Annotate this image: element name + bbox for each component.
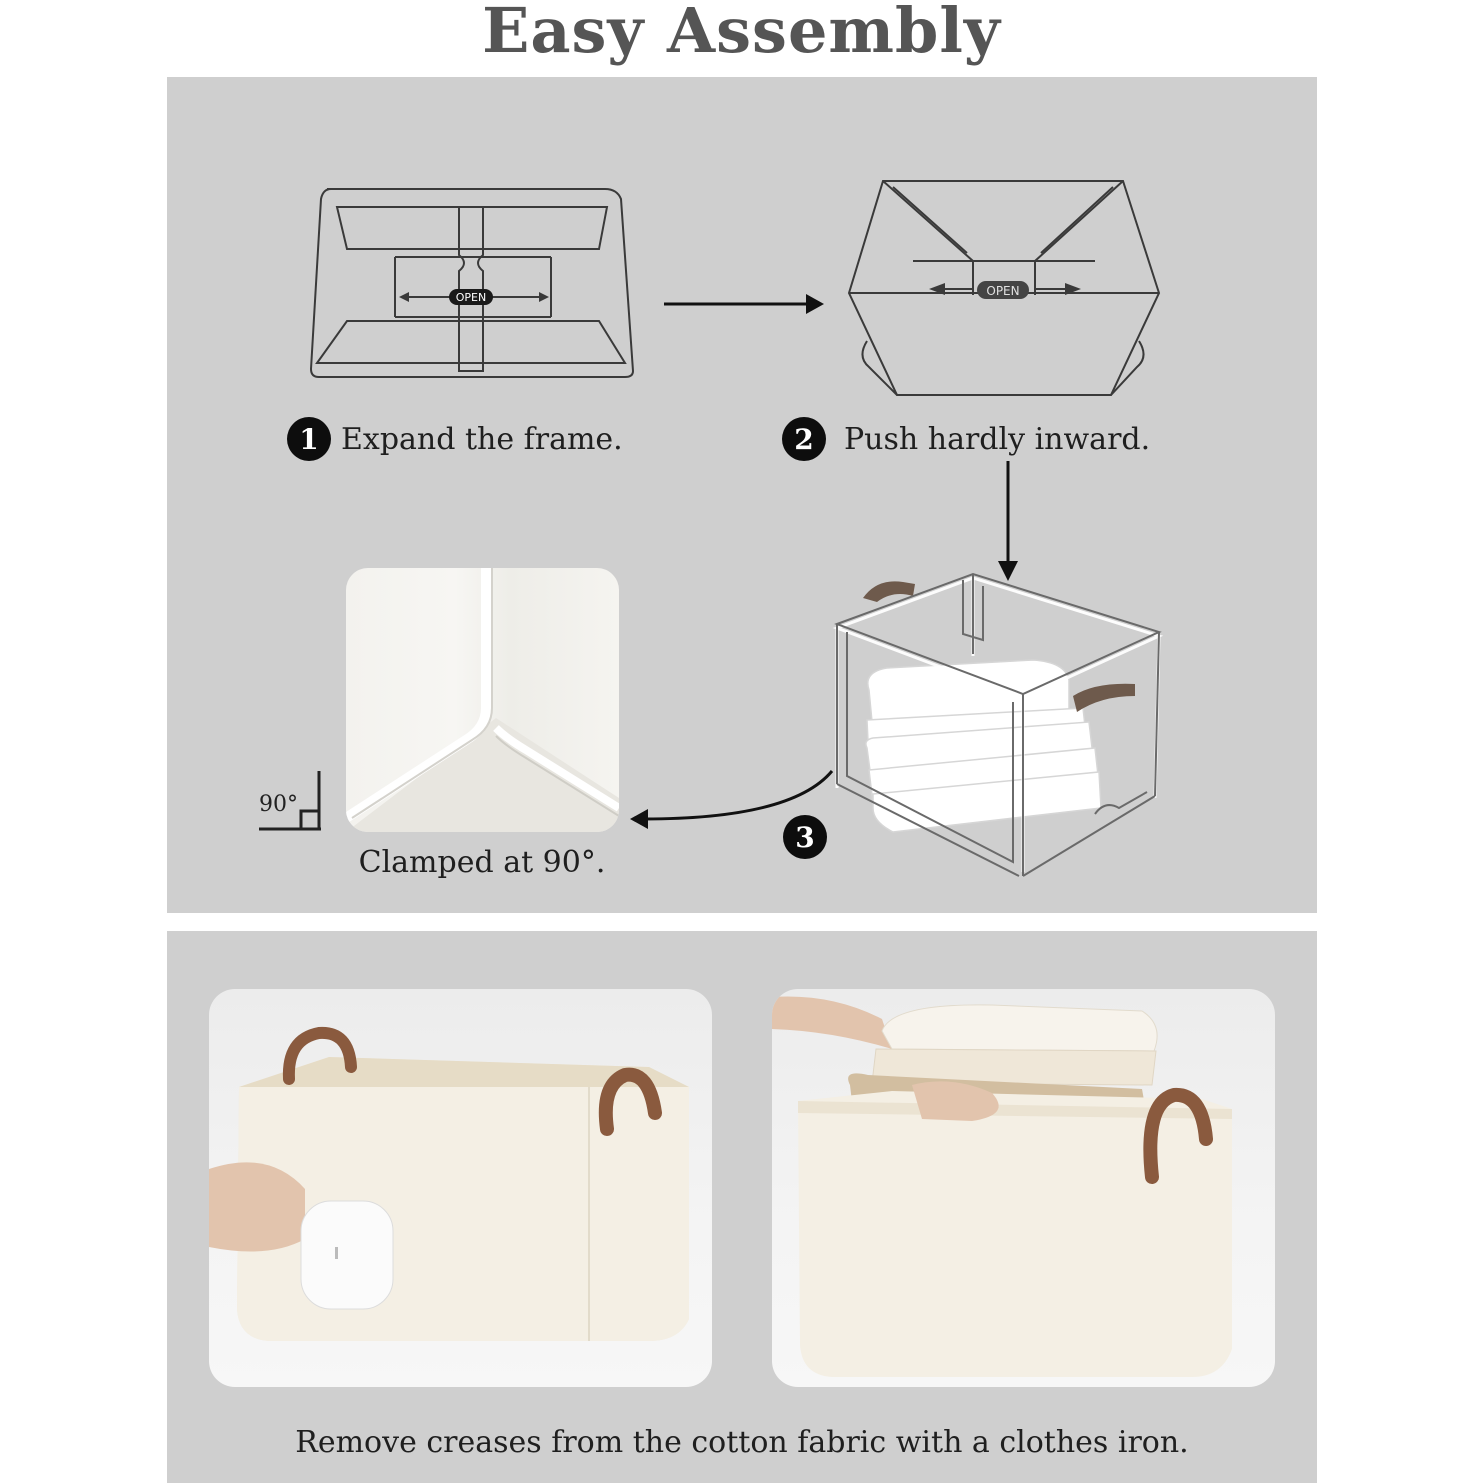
- assembly-steps-panel: [167, 77, 1317, 913]
- open-label-step2: OPEN: [986, 284, 1020, 298]
- corner-closeup-photo: [346, 568, 619, 832]
- expand-frame-drawing: [307, 185, 637, 385]
- clamp-caption: Clamped at 90°.: [358, 845, 606, 880]
- arrow-down-icon: [993, 461, 1023, 583]
- page-title: Easy Assembly: [482, 0, 1001, 67]
- arrow-right-icon: [662, 289, 832, 319]
- push-inward-drawing: [847, 177, 1162, 399]
- basket-with-steamer-illustration: [209, 989, 712, 1387]
- steaming-basket-photo: [209, 989, 712, 1387]
- step-2-label: Push hardly inward.: [844, 421, 1151, 457]
- step-2: [782, 417, 1150, 461]
- assembled-frame-drawing: [833, 572, 1163, 882]
- step-2-number: 2: [782, 417, 826, 461]
- step-1-number: 1: [287, 417, 331, 461]
- step-3: [783, 815, 837, 859]
- frame-corner-icon: [346, 568, 619, 832]
- towels-basket-photo: [772, 989, 1275, 1387]
- bottom-caption: Remove creases from the cotton fabric with a clothes iron.: [295, 1425, 1189, 1460]
- open-label-step1: OPEN: [455, 291, 487, 304]
- basket-with-towels-illustration: [772, 989, 1275, 1387]
- right-angle-icon: [255, 767, 335, 837]
- step-1-label: Expand the frame.: [341, 421, 623, 457]
- step-3-number: 3: [783, 815, 827, 859]
- angle-label: 90°: [259, 792, 298, 817]
- step-1: [287, 417, 623, 461]
- usage-panel: [167, 931, 1317, 1483]
